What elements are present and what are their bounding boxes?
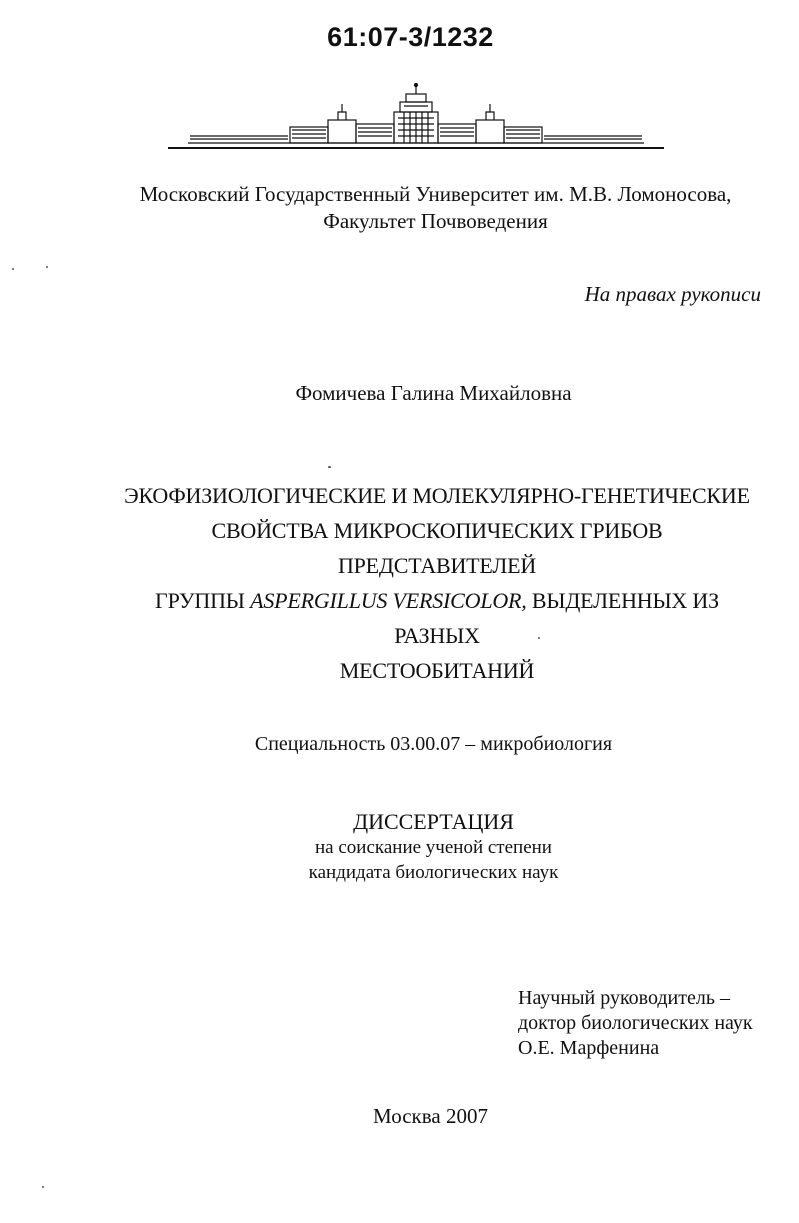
degree-line-2: кандидата биологических наук (308, 862, 559, 883)
advisor-name: О.Е. Марфенина (518, 1037, 660, 1059)
degree-line-1: на соискание ученой степени (315, 837, 552, 858)
scan-speck (538, 637, 540, 639)
msu-main-building-icon (168, 82, 664, 154)
specialty: Специальность 03.00.07 – микробиология (254, 733, 613, 755)
scan-speck (46, 266, 48, 268)
university-line-1: Московский Государственный Университет им. М.В. Ломоносова, (139, 182, 732, 206)
dissertation-block (0, 808, 799, 885)
scan-speck (328, 466, 331, 468)
scan-speck (42, 1186, 44, 1188)
title-line-2: СВОЙСТВА МИКРОСКОПИЧЕСКИХ ГРИБОВ ПРЕДСТАВИТЕЛЕЙ (211, 518, 663, 578)
title-line-3-prefix: ГРУППЫ (155, 588, 251, 613)
city-year: Москва 2007 (373, 1104, 488, 1128)
title-species-name: ASPERGILLUS VERSICOLOR, (250, 588, 527, 613)
scan-speck (12, 268, 14, 270)
faculty-line: Факультет Почвоведения (323, 209, 548, 233)
title-line-1: ЭКОФИЗИОЛОГИЧЕСКИЕ И МОЛЕКУЛЯРНО-ГЕНЕТИЧЕСКИЕ (124, 483, 750, 508)
title-line-4: МЕСТООБИТАНИЙ (339, 658, 535, 683)
shelfmark: 61:07-3/1232 (327, 22, 494, 52)
advisor-degree: доктор биологических наук (518, 1012, 753, 1034)
advisor-role: Научный руководитель – (518, 987, 730, 1009)
university-name (0, 181, 799, 235)
dissertation-heading: ДИССЕРТАЦИЯ (353, 809, 514, 834)
manuscript-note: На правах рукописи (584, 282, 761, 306)
title-line-3-suffix: ВЫДЕЛЕННЫХ ИЗ РАЗНЫХ (394, 588, 719, 648)
author-name: Фомичева Галина Михайловна (295, 381, 572, 405)
advisor-block (518, 986, 753, 1061)
dissertation-title (112, 478, 762, 688)
title-line-3 (112, 583, 762, 653)
